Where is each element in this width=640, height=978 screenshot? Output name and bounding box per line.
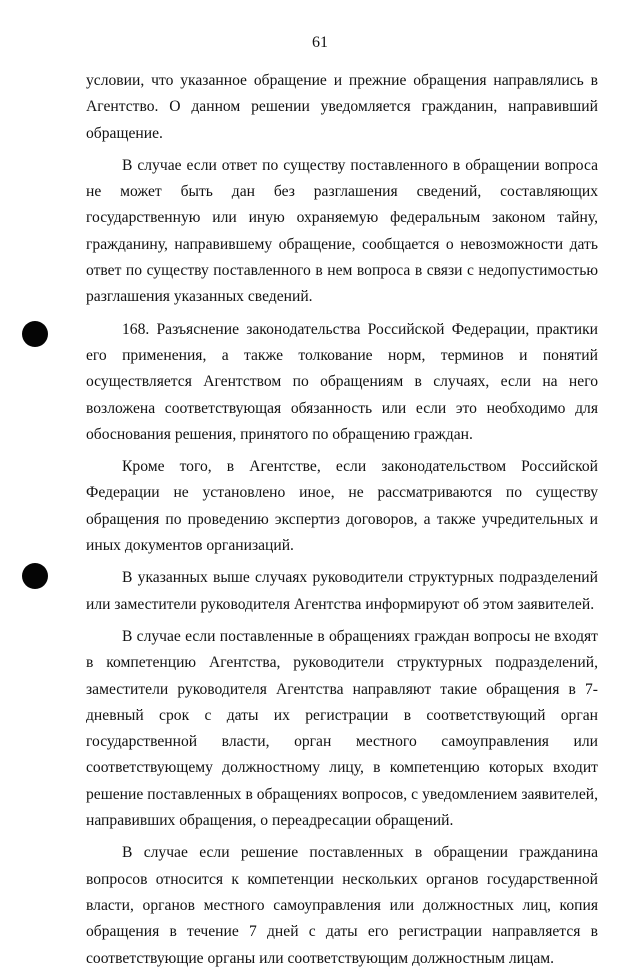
page-number: 61 xyxy=(312,34,328,51)
punch-hole-bottom xyxy=(22,563,48,589)
paragraph: В случае если решение поставленных в обращении гражданина вопросов относится к компетенции нескольких органов государственной власти, органов местного самоуправления или должностных лиц, копия обращения в течение 7 дней с даты его регистрации направляется в соответствующие органы или соответствующим должностным лицам. xyxy=(86,844,598,967)
paragraph: Кроме того, в Агентстве, если законодательством Российской Федерации не установлено иное, не рассматриваются по существу обращения по проведению экспертиз договоров, а также учредительных и иных документов организаций. xyxy=(86,458,598,555)
paragraph: В случае если поставленные в обращениях граждан вопросы не входят в компетенцию Агентства, руководители структурных подразделений, заместители руководителя Агентства направляют такие обращения в 7-дневный срок с даты их регистрации в соответствующий орган государственной власти, орган местного самоуправления или соответствующему должностному лицу, в компетенцию которых входит решение поставленных в обращениях вопросов, с уведомлением заявителей, направивших обращения, о переадресации обращений. xyxy=(86,627,598,830)
paragraph: В указанных выше случаях руководители структурных подразделений или заместители руководителя Агентства информируют об этом заявителей. xyxy=(86,569,598,613)
paragraph-continuation: условии, что указанное обращение и прежние обращения направлялись в Агентство. О данном решении уведомляется гражданин, направивший обращение. xyxy=(86,72,598,142)
paragraph-168: 168. Разъяснение законодательства Российской Федерации, практики его применения, а также толкование норм, терминов и понятий осуществляется Агентством по обращениям в случаях, если на него возложена соответствующая обязанность или если это необходимо для обоснования решения, принятого по обращению граждан. xyxy=(86,320,598,443)
paragraph: В случае если ответ по существу поставленного в обращении вопроса не может быть дан без разглашения сведений, составляющих государственную или иную охраняемую федеральным законом тайну, гражданину, направившему обращение, сообщается о невозможности дать ответ по существу поставленного в нем вопроса в связи с недопустимостью разглашения указанных сведений. xyxy=(86,156,598,306)
document-body xyxy=(86,68,598,978)
punch-hole-top xyxy=(22,321,48,347)
